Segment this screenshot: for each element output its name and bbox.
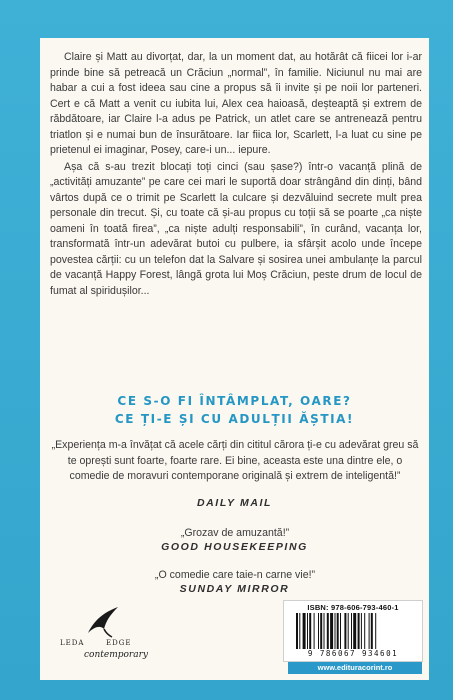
synopsis-paragraph-1: Claire și Matt au divorțat, dar, la un moment dat, au hotărât că fiicei lor i-ar prinde bine să petreacă un Crăciun „normal”, în familie. Niciunul nu mai are habar a cui a fost ideea sau cine a propus să îi invite și pe noii lor parteneri. Cert e că Matt a venit cu iubita lui, Alex cea haioasă, deșteaptă și extrem de răbdătoare, iar Claire l-a adus pe Patrick, un atlet care se antrenează pentru triatlon și e numai bun de însurătoare. Iar fiica lor, Scarlett, l-a luat cu sine pe prietenul ei imaginar, Posey, care-i un... iepure. bbox=[50, 51, 422, 156]
tagline-line-1: CE S-O FI ÎNTÂMPLAT, OARE? bbox=[117, 394, 352, 408]
review-quote-good-housekeeping: „Grozav de amuzantă!” bbox=[180, 527, 290, 539]
review-quote-daily-mail: „Experiența m-a învățat că acele cărți din cititul cărora ți-e cu adevărat greu să te oprești sunt foarte, foarte rare. Ei bine, aceasta este una dintre ele, o comedie de moravuri contemporane originală și extrem de inteligentă!” bbox=[51, 439, 419, 482]
bird-logo-icon bbox=[84, 603, 124, 639]
synopsis-paragraph-2: Așa că s-au trezit blocați toți cinci (sau șase?) într-o vacanță plină de „activități amuzante” pe care cei mari le suportă doar strângând din dinți, bând vârtos după ce o trimit pe Scarlett la culcare și dezvăluind secrete mult prea personale din trecut. Și, cu toate că și-au propus cu toții să se poarte „ca niște oameni în toată firea”, „ca niște adulți responsabili”, în curând, vacanța lor, transformată într-un adevărat butoi cu pulbere, ia sfârșit acolo unde începe povestea cărții: cu un telefon dat la Salvare și sosirea unei ambulanțe la parcul de vacanță Happy Forest, lângă grota lui Moș Crăciun, peste drum de locul de fumat al spiridușilor... bbox=[50, 160, 422, 297]
review-source-good-housekeeping: GOOD HOUSEKEEPING bbox=[161, 541, 308, 553]
synopsis bbox=[50, 50, 422, 299]
publisher-imprint: contemporary bbox=[84, 650, 148, 660]
review-source-sunday-mirror: SUNDAY MIRROR bbox=[179, 583, 290, 595]
publisher-name-right: EDGE bbox=[106, 639, 132, 647]
publisher-name-left: LEDA bbox=[60, 639, 85, 647]
tagline-line-2: CE ȚI-E ȘI CU ADULȚII ĂȘTIA! bbox=[114, 412, 355, 426]
barcode-icon bbox=[296, 613, 412, 649]
barcode-box bbox=[283, 600, 423, 662]
publisher-website: www.edituracorint.ro bbox=[288, 662, 422, 674]
review-quote-sunday-mirror: „O comedie care taie-n carne vie!” bbox=[154, 569, 316, 581]
content-panel bbox=[40, 38, 429, 680]
publisher-logo bbox=[60, 603, 150, 673]
review-source-daily-mail: DAILY MAIL bbox=[196, 497, 273, 509]
isbn-label: ISBN: 978-606-793-460-1 bbox=[307, 603, 399, 612]
barcode-number: 9 786067 934601 bbox=[307, 649, 399, 658]
